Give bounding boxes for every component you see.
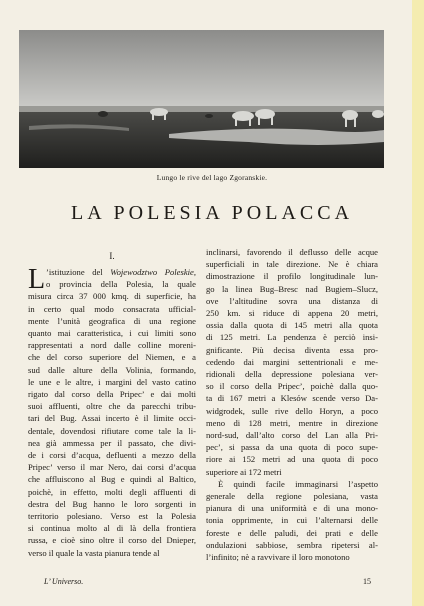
text-line: si continua molto al di là della frontiera [28, 523, 196, 534]
text-line: dimostrazione il profilo longitudinale lun- [206, 271, 378, 282]
text-line: mente l’unità geografica di una regione [28, 315, 196, 326]
text-line: rigato dal corso della Pripec’ e dai molti [28, 389, 196, 400]
text-line: ondulazioni sabbiose, sembra ripetersi al- [206, 539, 378, 550]
text-line: de i corsi d’acqua, defluenti a mezzo della [28, 450, 196, 461]
magazine-name: L’ Universo. [44, 577, 84, 586]
text-line: Pripec’ verso il mar Nero, dai corsi d’acqua [28, 462, 196, 473]
text-line: di 125 metri. La pendenza è perciò insi- [206, 332, 378, 343]
text-line: territorio polesiano. Verso est la Polesia [28, 511, 196, 522]
first-paragraph [28, 266, 196, 559]
text-line: o provincia della Polesia, la quale [46, 279, 196, 290]
text-line: ta di 167 metri a Klesów scende verso Da- [206, 393, 378, 404]
province-name: Wojewodztwo Poleskie [110, 267, 194, 277]
article-title: LA POLESIA POLACCA [70, 202, 354, 224]
text-line: destra del Bug hanno le loro sorgenti in [28, 498, 196, 509]
page-number: 15 [363, 577, 371, 586]
text-line: misura circa 37 000 kmq. di superficie, ha [28, 291, 196, 302]
text-line: ’istituzione del Wojewodztwo Poleskie, [46, 267, 196, 277]
text-line: foreste e delle paludi, dei prati e delle [206, 527, 378, 538]
text-line: riore ai 152 metri ad una quota di poco [206, 454, 378, 465]
text-line: quanto mai caratteristica, i cui limiti sono [28, 328, 196, 339]
text-line: generale della regione polesiana, vasta [206, 491, 378, 502]
text-line: cedendo dai margini settentrionali e me- [206, 356, 378, 367]
text-line: nea già ammessa per il passato, che divi- [28, 437, 196, 448]
photo-caption: Lungo le rive del lago Zgoranskie. [156, 173, 268, 182]
lake-photo [19, 30, 384, 168]
text-line: russa, e cioè sino oltre il corso del Dnieper, [28, 535, 196, 546]
text-line: tonia opprimente, in cui l’alternarsi delle [206, 515, 378, 526]
text-line: ove l’altitudine sovra una distanza di [206, 295, 378, 306]
text-line: tari del Bug. Assai incerto è il limite occi- [28, 413, 196, 424]
text-line: l’infinito; nè a ravvivare il loro monotono [206, 552, 350, 563]
drop-cap: L [28, 264, 46, 295]
right-column [206, 246, 378, 563]
text-line: ridionali della depressione polesiana ver- [206, 369, 378, 380]
text-line: inclinarsi, favorendo il deflusso delle acque [206, 247, 378, 257]
text-line: verso il quale la vasta pianura tende al [28, 547, 160, 558]
text-line: widgrodek, sulle rive dello Horyn, a poco [206, 405, 378, 416]
text-line: sud dalle alture della Volinia, formando, [28, 364, 196, 375]
text-line: dentale, dovendosi rifiutare come tale la li- [28, 425, 196, 436]
text-line: poichè, in effetto, molti degli affluenti di [28, 486, 196, 497]
text-line: meno di 128 metri, mentre in direzione [206, 417, 378, 428]
text-line: superiore ai 172 metri [206, 466, 282, 477]
text-line: che del corso superiore del Niemen, e a [28, 352, 196, 363]
text-line: superficiali in tale direzione. Ne è chiara [206, 259, 378, 270]
text-line: rappresentati a nord dalle colline moreni- [28, 340, 196, 351]
text-line: che affluiscono al Bug e quindi al Baltico, [28, 474, 196, 485]
text-line: in certo qual modo consacrata ufficial- [28, 303, 196, 314]
text-line: 250 km. si riduce di appena 20 metri, [206, 308, 378, 319]
text-line: pec’, si passa da una quota di poco supe- [206, 442, 378, 453]
text-line: nord-sud, dall’alto corso del Lan alla Pri- [206, 430, 378, 441]
text-line: È quindi facile immaginarsi l’aspetto [218, 478, 378, 489]
text-line: pianura di una uniformità e di una mono- [206, 503, 378, 514]
text-line: ossia dalla quota di 145 metri alla quota [206, 320, 378, 331]
text-line: le une e le altre, i margini del vasto catino [28, 376, 196, 387]
page-edge-strip [412, 0, 424, 606]
text-line: suoi affluenti, oltre che da parecchi tribu- [28, 401, 196, 412]
text-line: gnificante. Più decisa diventa essa pro- [206, 344, 378, 355]
left-column [28, 246, 196, 559]
section-number: I. [109, 251, 115, 261]
text-line: so il corso della Pripec’, poichè dalla quo- [206, 381, 378, 392]
text-line: go la linea Bug–Bresc nad Bugiem–Slucz, [206, 283, 378, 294]
